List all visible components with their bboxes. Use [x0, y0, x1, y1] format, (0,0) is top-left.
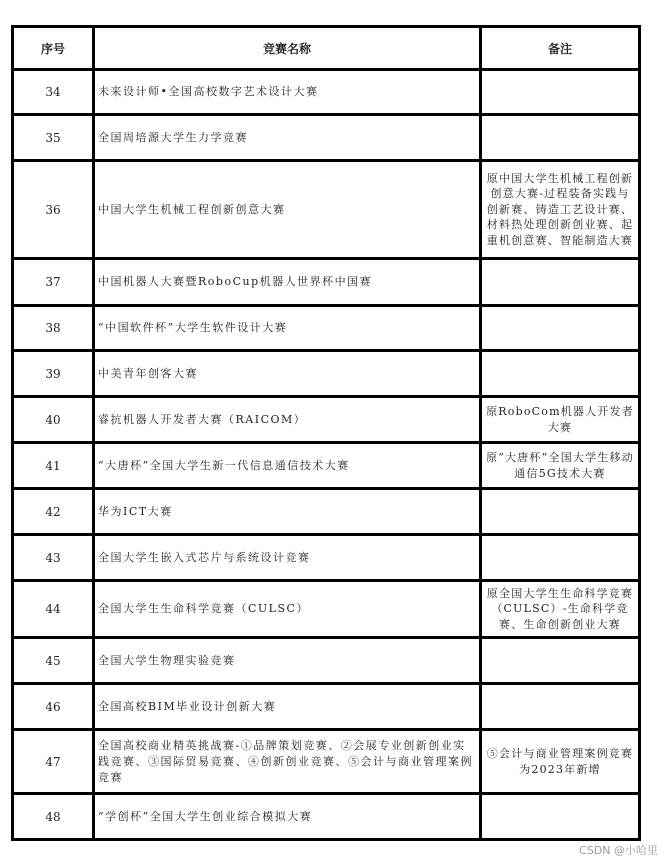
row-index: 38 [13, 306, 94, 351]
competition-name: 中美青年创客大赛 [94, 351, 481, 397]
competition-name: 全国高校商业精英挑战赛-①品牌策划竞赛、②会展专业创新创业实践竞赛、③国际贸易竞赛、④创新创业竞赛、⑤会计与商业管理案例竞赛 [94, 730, 481, 794]
table-row [13, 115, 640, 161]
row-index: 48 [13, 794, 94, 840]
table-row [13, 161, 640, 259]
table-row [13, 535, 640, 581]
row-index: 39 [13, 351, 94, 397]
table-row [13, 443, 640, 489]
table-row [13, 581, 640, 638]
table-row [13, 638, 640, 684]
row-index: 40 [13, 397, 94, 443]
row-index: 34 [13, 70, 94, 115]
competition-name: 华为ICT大赛 [94, 489, 481, 535]
table-row [13, 397, 640, 443]
row-note [481, 638, 640, 684]
row-index: 45 [13, 638, 94, 684]
competition-name: “中国软件杯”大学生软件设计大赛 [94, 306, 481, 351]
row-note [481, 70, 640, 115]
row-index: 43 [13, 535, 94, 581]
competition-name: 中国机器人大赛暨RoboCup机器人世界杯中国赛 [94, 259, 481, 306]
competition-name: 睿抗机器人开发者大赛（RAICOM） [94, 397, 481, 443]
row-index: 41 [13, 443, 94, 489]
row-note: 原“大唐杯”全国大学生移动通信5G技术大赛 [481, 443, 640, 489]
row-note: ⑤会计与商业管理案例竞赛为2023年新增 [481, 730, 640, 794]
row-note [481, 351, 640, 397]
table-row [13, 259, 640, 306]
row-index: 35 [13, 115, 94, 161]
competition-name: 全国大学生嵌入式芯片与系统设计竞赛 [94, 535, 481, 581]
competition-table [11, 25, 641, 841]
row-note [481, 535, 640, 581]
header-index: 序号 [13, 27, 94, 70]
table-row [13, 306, 640, 351]
row-note [481, 306, 640, 351]
competition-name: 全国大学生生命科学竞赛（CULSC） [94, 581, 481, 638]
header-row [13, 27, 640, 70]
row-note: 原全国大学生生命科学竞赛（CULSC）-生命科学竞赛、生命创新创业大赛 [481, 581, 640, 638]
competition-name: 未来设计师•全国高校数字艺术设计大赛 [94, 70, 481, 115]
row-note [481, 115, 640, 161]
table-row [13, 489, 640, 535]
competition-name: 中国大学生机械工程创新创意大赛 [94, 161, 481, 259]
competition-name: “大唐杯”全国大学生新一代信息通信技术大赛 [94, 443, 481, 489]
row-note: 原中国大学生机械工程创新创意大赛-过程装备实践与创新赛、铸造工艺设计赛、材料热处理创新创业赛、起重机创意赛、智能制造大赛 [481, 161, 640, 259]
competition-name: 全国周培源大学生力学竞赛 [94, 115, 481, 161]
row-index: 46 [13, 684, 94, 730]
table-row [13, 794, 640, 840]
watermark: CSDN @小哈里 [579, 844, 658, 857]
table-row [13, 351, 640, 397]
row-index: 36 [13, 161, 94, 259]
row-index: 37 [13, 259, 94, 306]
competition-name: 全国大学生物理实验竞赛 [94, 638, 481, 684]
row-note: 原RoboCom机器人开发者大赛 [481, 397, 640, 443]
table-row [13, 684, 640, 730]
table-row [13, 730, 640, 794]
row-note [481, 489, 640, 535]
row-index: 44 [13, 581, 94, 638]
header-name: 竞赛名称 [94, 27, 481, 70]
competition-name: 全国高校BIM毕业设计创新大赛 [94, 684, 481, 730]
table-row [13, 70, 640, 115]
header-note: 备注 [481, 27, 640, 70]
row-note [481, 794, 640, 840]
row-index: 47 [13, 730, 94, 794]
row-index: 42 [13, 489, 94, 535]
competition-name: “学创杯”全国大学生创业综合模拟大赛 [94, 794, 481, 840]
row-note [481, 259, 640, 306]
row-note [481, 684, 640, 730]
